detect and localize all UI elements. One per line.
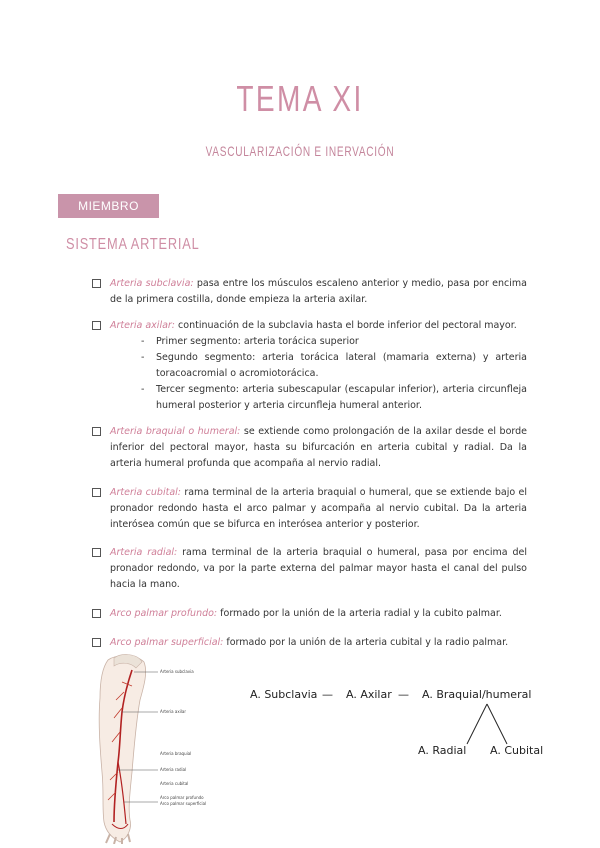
figure-labels — [160, 669, 206, 806]
page-title: TEMA XI — [236, 78, 364, 119]
flow-node-cubital: A. Cubital — [490, 744, 544, 757]
flow-node-braquial: A. Braquial/humeral — [422, 688, 532, 701]
list-item-arco-superficial — [93, 635, 527, 651]
section-tag: MIEMBRO SUPERIOR — [58, 194, 159, 218]
figure-label: Arteria subclavia — [160, 669, 194, 674]
item-term: Arco palmar superficial: — [110, 637, 224, 648]
item-desc: rama terminal de la arteria braquial o humeral, pasa por encima del pronador redondo, va por la parte externa del palmar mayor hasta el canal del pulso hacia la mano. — [110, 547, 527, 590]
figure-label: Arteria axilar — [160, 709, 187, 714]
checkbox[interactable] — [92, 427, 101, 436]
item-term: Arteria axilar: — [110, 320, 176, 331]
figure-label: Arteria radial — [160, 767, 187, 772]
list-item-cubital — [93, 485, 527, 533]
item-term: Arteria subclavia: — [110, 278, 194, 289]
sub-item: - Primer segmento: arteria torácica superior — [141, 334, 527, 350]
item-desc: formado por la unión de la arteria radial y la cubito palmar. — [217, 608, 502, 619]
item-term: Arco palmar profundo: — [110, 608, 218, 619]
list-item-axilar — [93, 318, 527, 414]
item-desc: continuación de la subclavia hasta el borde inferior del pectoral mayor. — [175, 320, 517, 331]
branch-line-radial — [467, 704, 487, 744]
list-item-braquial — [93, 424, 527, 472]
checkbox[interactable] — [92, 488, 101, 497]
arm-outline — [99, 656, 145, 842]
flow-arrow: — — [398, 688, 409, 701]
flow-node-subclavia: A. Subclavia — [250, 688, 318, 701]
flow-branch-lines — [455, 702, 515, 748]
sub-item: - Segundo segmento: arteria torácica lateral (mamaria externa) y arteria toracoacromial o acromiotorácica. — [141, 350, 527, 382]
sub-item: - Tercer segmento: arteria subescapular (escapular inferior), arteria circunfleja humeral posterior y arteria circunfleja humeral anterior. — [141, 382, 527, 414]
item-desc: pasa entre los músculos escaleno anterior y medio, pasa por encima de la primera costilla, donde empieza la arteria axilar. — [110, 278, 527, 305]
figure-label: Arco palmar superficial — [160, 801, 207, 806]
checkbox[interactable] — [92, 321, 101, 330]
flow-node-axilar: A. Axilar — [346, 688, 392, 701]
figure-label: Arteria braquial — [160, 751, 192, 756]
arm-arteries-figure — [88, 652, 228, 844]
checkbox[interactable] — [92, 548, 101, 557]
flow-node-radial: A. Radial — [418, 744, 467, 757]
artery-flow-diagram — [250, 688, 550, 768]
item-desc: formado por la unión de la arteria cubital y la radio palmar. — [223, 637, 509, 648]
list-item-radial — [93, 545, 527, 593]
list-item-subclavia — [93, 276, 527, 308]
page-subtitle: VASCULARIZACIÓN E INERVACIÓN — [205, 143, 395, 159]
flow-arrow: — — [322, 688, 333, 701]
item-term: Arteria radial: — [110, 547, 178, 558]
checkbox[interactable] — [92, 279, 101, 288]
checkbox[interactable] — [92, 609, 101, 618]
item-term: Arteria cubital: — [110, 487, 181, 498]
item-term: Arteria braquial o humeral: — [110, 426, 241, 437]
figure-label: Arco palmar profundo — [160, 795, 204, 800]
item-desc: se extiende como prolongación de la axilar desde el borde inferior del pectoral mayor, hasta su bifurcación en arteria cubital y radial. Da la arteria humeral profunda que acompaña al nervio radial. — [110, 426, 527, 469]
item-desc: rama terminal de la arteria braquial o humeral, que se extiende bajo el pronador redondo hasta el arco palmar y acompaña al nervio cubital. Da la arteria interósea común que se bifurca en interósea anterior y posterior. — [110, 487, 527, 530]
list-item-arco-profundo — [93, 606, 527, 622]
figure-label: Arteria cubital — [160, 781, 189, 786]
subsection-title: SISTEMA ARTERIAL — [66, 236, 200, 253]
sub-list — [93, 334, 527, 414]
checkbox[interactable] — [92, 638, 101, 647]
branch-line-cubital — [487, 704, 507, 744]
